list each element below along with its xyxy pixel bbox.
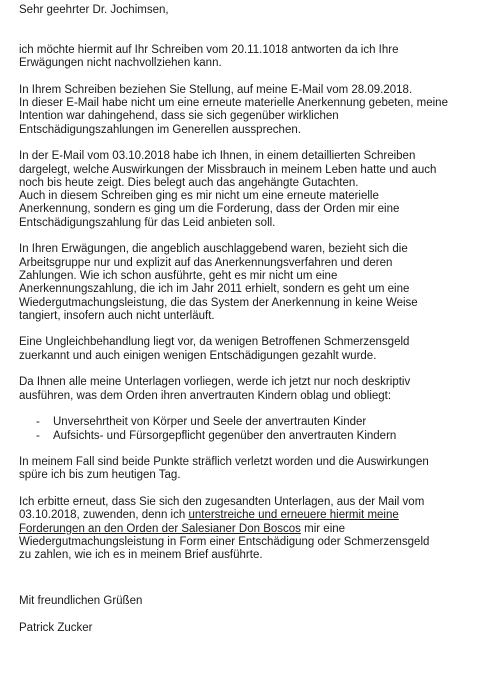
text-line: Anerkennungszahlung, die ich im Jahr 2011 erhielt, sondern es geht um eine	[19, 283, 410, 296]
spacer	[19, 17, 479, 44]
closing: Mit freundlichen Grüßen	[19, 595, 143, 608]
spacer	[19, 137, 479, 150]
bullet-list	[19, 416, 479, 443]
letter-body	[19, 4, 479, 635]
bullet-marker: -	[36, 416, 40, 429]
paragraph-3	[19, 150, 479, 230]
text-line: zu zahlen, wie ich es in meinem Brief ausführte.	[19, 549, 263, 562]
text-line: ich möchte hiermit auf Ihr Schreiben vom 20.11.1018 antworten da ich Ihre	[19, 43, 399, 56]
text-line: Wiedergutmachungsleistung, die das System der Anerkennung in keine Weise	[19, 296, 418, 309]
list-item	[19, 430, 479, 443]
paragraph-2	[19, 84, 479, 137]
spacer	[19, 443, 479, 456]
text-line: In dieser E-Mail habe nicht um eine erneute materielle Anerkennung gebeten, meine	[19, 97, 448, 110]
text-line: Entschädigungszahlungen im Generellen aussprechen.	[19, 123, 301, 136]
text-line	[19, 523, 479, 536]
spacer	[19, 230, 479, 243]
text-line: In der E-Mail vom 03.10.2018 habe ich Ihnen, in einem detaillierten Schreiben	[19, 150, 416, 163]
paragraph-8	[19, 496, 479, 562]
text-line: dargelegt, welche Auswirkungen der Missbrauch in meinem Leben hatte und auch	[19, 163, 437, 176]
bullet-marker: -	[36, 429, 40, 442]
paragraph-6	[19, 376, 479, 403]
text-line: In meinem Fall sind beide Punkte sträflich verletzt worden und die Auswirkungen	[19, 456, 429, 469]
list-item-text: Aufsichts- und Fürsorgepflicht gegenüber den anvertrauten Kindern	[53, 429, 397, 442]
spacer	[19, 483, 479, 496]
text-plain: 03.10.2018, zuwenden, denn ich	[19, 509, 189, 522]
text-line: Da Ihnen alle meine Unterlagen vorliegen, werde ich jetzt nur noch deskriptiv	[19, 376, 411, 389]
paragraph-4	[19, 243, 479, 323]
list-item	[19, 416, 479, 429]
underlined-text: Forderungen an den Orden der Salesianer Don Boscos	[19, 522, 301, 535]
text-line	[19, 509, 479, 522]
text-line: Intention war dahingehend, dass sie sich gegenüber wirklichen	[19, 110, 339, 123]
signature: Patrick Zucker	[19, 622, 93, 635]
text-line: Entschädigungszahlung für das Leid anbieten soll.	[19, 216, 276, 229]
text-line: noch bis heute zeigt. Dies belegt auch das angehängte Gutachten.	[19, 176, 359, 189]
spacer	[19, 609, 479, 622]
paragraph-1	[19, 44, 479, 71]
text-line: Arbeitsgruppe nur und explizit auf das Anerkennungsverfahren und deren	[19, 256, 393, 269]
text-line: Zahlungen. Wie ich schon ausführte, geht es mir nicht um eine	[19, 269, 338, 282]
spacer	[19, 363, 479, 376]
paragraph-5	[19, 336, 479, 363]
text-line: spüre ich bis zum heutigen Tag.	[19, 469, 181, 482]
spacer	[19, 323, 479, 336]
spacer	[19, 70, 479, 83]
text-line: Erwägungen nicht nachvollziehen kann.	[19, 57, 222, 70]
salutation: Sehr geehrter Dr. Jochimsen,	[19, 4, 169, 16]
spacer	[19, 403, 479, 416]
text-line: Eine Ungleichbehandlung liegt vor, da wenigen Betroffenen Schmerzensgeld	[19, 336, 410, 349]
text-line: Ich erbitte erneut, dass Sie sich den zugesandten Unterlagen, aus der Mail vom	[19, 495, 425, 508]
paragraph-7	[19, 456, 479, 483]
text-plain: mir eine	[300, 522, 346, 535]
text-line: Anerkennung, sondern es ging um die Forderung, dass der Orden mir eine	[19, 203, 400, 216]
text-line: In Ihrem Schreiben beziehen Sie Stellung, auf meine E-Mail vom 28.09.2018.	[19, 83, 413, 96]
list-item-text: Unversehrtheit von Körper und Seele der anvertrauten Kinder	[53, 416, 367, 429]
text-line: zuerkannt und auch einigen wenigen Entschädigungen gezahlt wurde.	[19, 349, 377, 362]
text-line: In Ihren Erwägungen, die angeblich auschlaggebend waren, bezieht sich die	[19, 243, 408, 256]
spacer	[19, 562, 479, 595]
text-line: tangiert, insofern auch nicht unterläuft.	[19, 309, 215, 322]
text-line: ausführen, was dem Orden ihren anvertrauten Kindern oblag und obliegt:	[19, 389, 392, 402]
text-line: Wiedergutmachungsleistung in Form einer Entschädigung oder Schmerzensgeld	[19, 535, 430, 548]
text-line: Auch in diesem Schreiben ging es mir nicht um eine erneute materielle	[19, 190, 379, 203]
underlined-text: unterstreiche und erneuere hiermit meine	[188, 509, 399, 522]
